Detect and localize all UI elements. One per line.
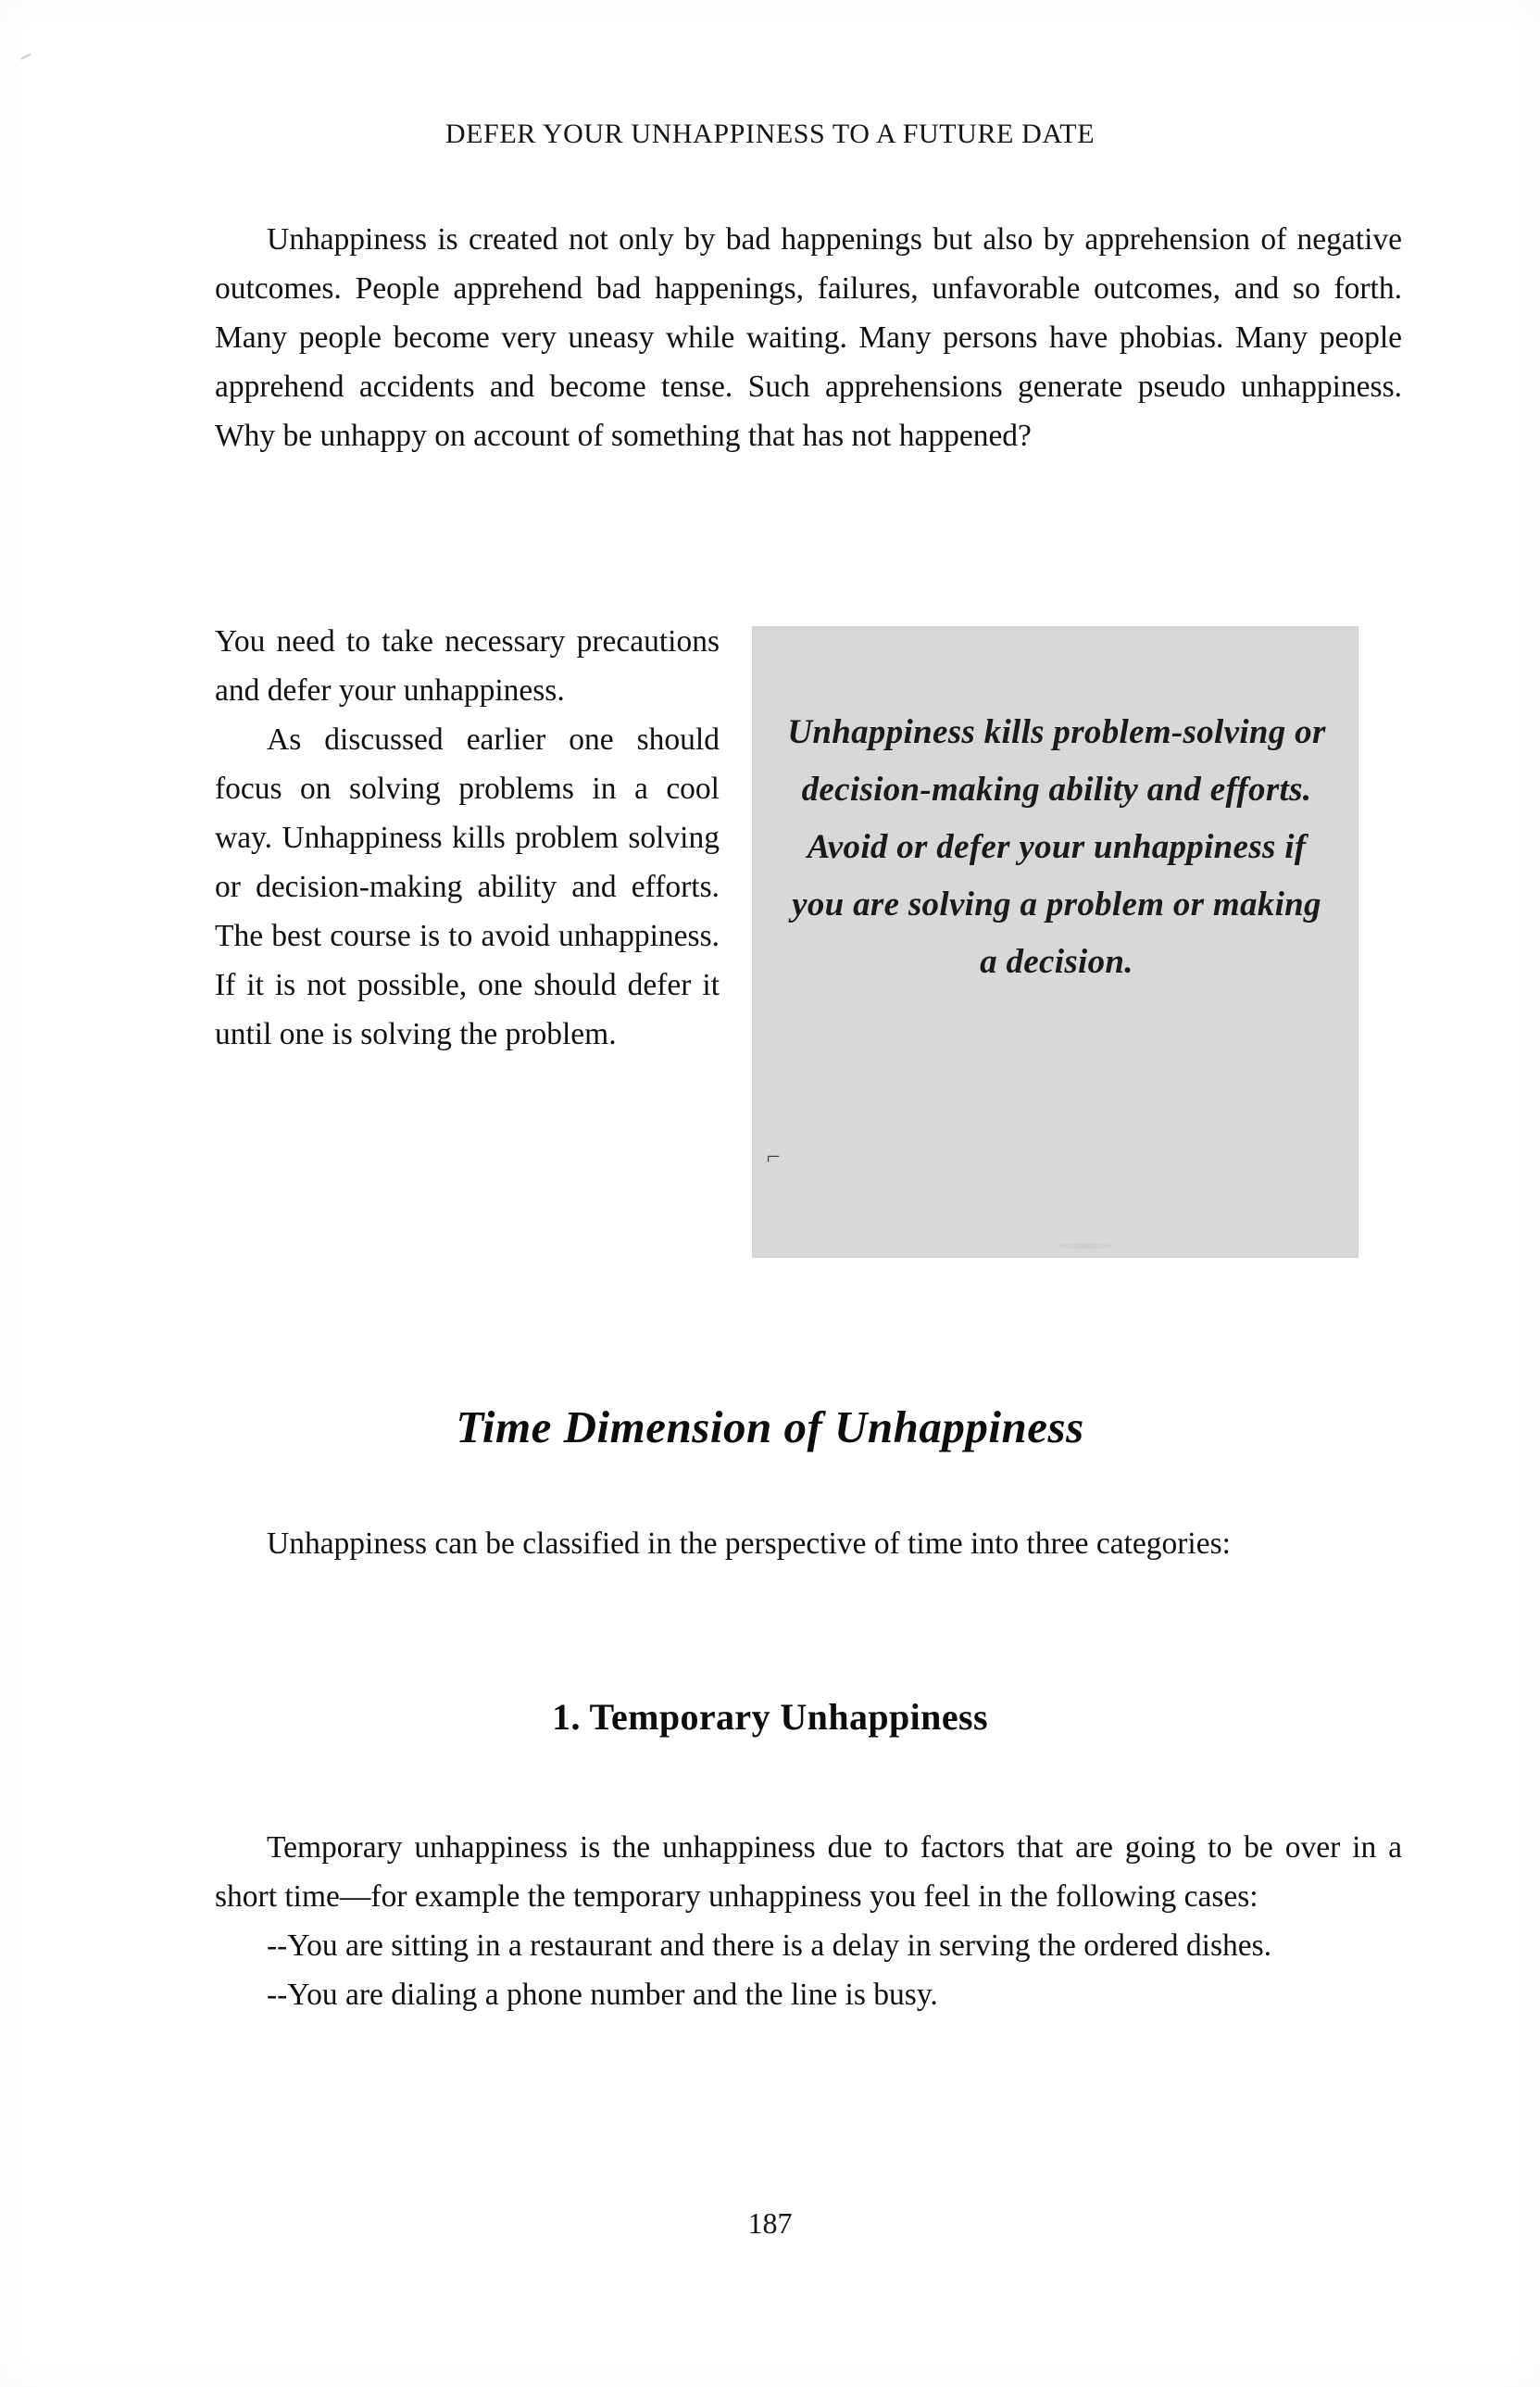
body-paragraph-1-block bbox=[215, 215, 1402, 460]
scan-artifact bbox=[20, 53, 31, 59]
pull-quote-margin-mark: ⌐ bbox=[765, 1143, 782, 1170]
body-paragraph-1: Unhappiness is created not only by bad happenings but also by apprehension of negative outcomes. People apprehend bad happenings, failures, unfavorable outcomes, and so forth. Many people become very uneasy while waiting. Many persons have phobias. Many people apprehend accidents and become tense. Such apprehensions generate pseudo unhappiness. Why be unhappy on account of something that has not happened? bbox=[215, 222, 1402, 453]
narrow-text-column bbox=[215, 617, 720, 1059]
page-number: 187 bbox=[747, 2206, 793, 2240]
bullet-item-1: --You are sitting in a restaurant and there is a delay in serving the ordered dishes. bbox=[267, 1928, 1272, 1963]
bullet-item-2: --You are dialing a phone number and the line is busy. bbox=[267, 1978, 938, 2012]
paragraph-after-heading: Unhappiness can be classified in the perspective of time into three categories: bbox=[267, 1526, 1231, 1561]
section-heading: Time Dimension of Unhappiness bbox=[456, 1401, 1084, 1452]
subheading-temporary-unhappiness: 1. Temporary Unhappiness bbox=[552, 1696, 988, 1738]
narrow-paragraph-1: You need to take necessary precautions and defer your unhappiness. bbox=[215, 624, 720, 708]
running-head: DEFER YOUR UNHAPPINESS TO A FUTURE DATE bbox=[444, 119, 1096, 149]
scan-smudge bbox=[1058, 1243, 1113, 1249]
pull-quote-text: Unhappiness kills problem-solving or decision-making ability and efforts. Avoid or defer your unhappiness if you are solving a problem or making a decision. bbox=[787, 713, 1326, 981]
body-tail-block bbox=[215, 1823, 1402, 2019]
narrow-paragraph-2: As discussed earlier one should focus on solving problems in a cool way. Unhappiness kills problem solving or decision-making ability and efforts. The best course is to avoid unhappiness. If it is not possible, one should defer it until one is solving the problem. bbox=[215, 722, 720, 1051]
paragraph-after-heading-block bbox=[215, 1519, 1402, 1568]
body-paragraph-2: Temporary unhappiness is the unhappiness due to factors that are going to be over in a short time—for example the temporary unhappiness you feel in the following cases: bbox=[215, 1830, 1402, 1914]
pull-quote-box bbox=[752, 626, 1358, 1258]
